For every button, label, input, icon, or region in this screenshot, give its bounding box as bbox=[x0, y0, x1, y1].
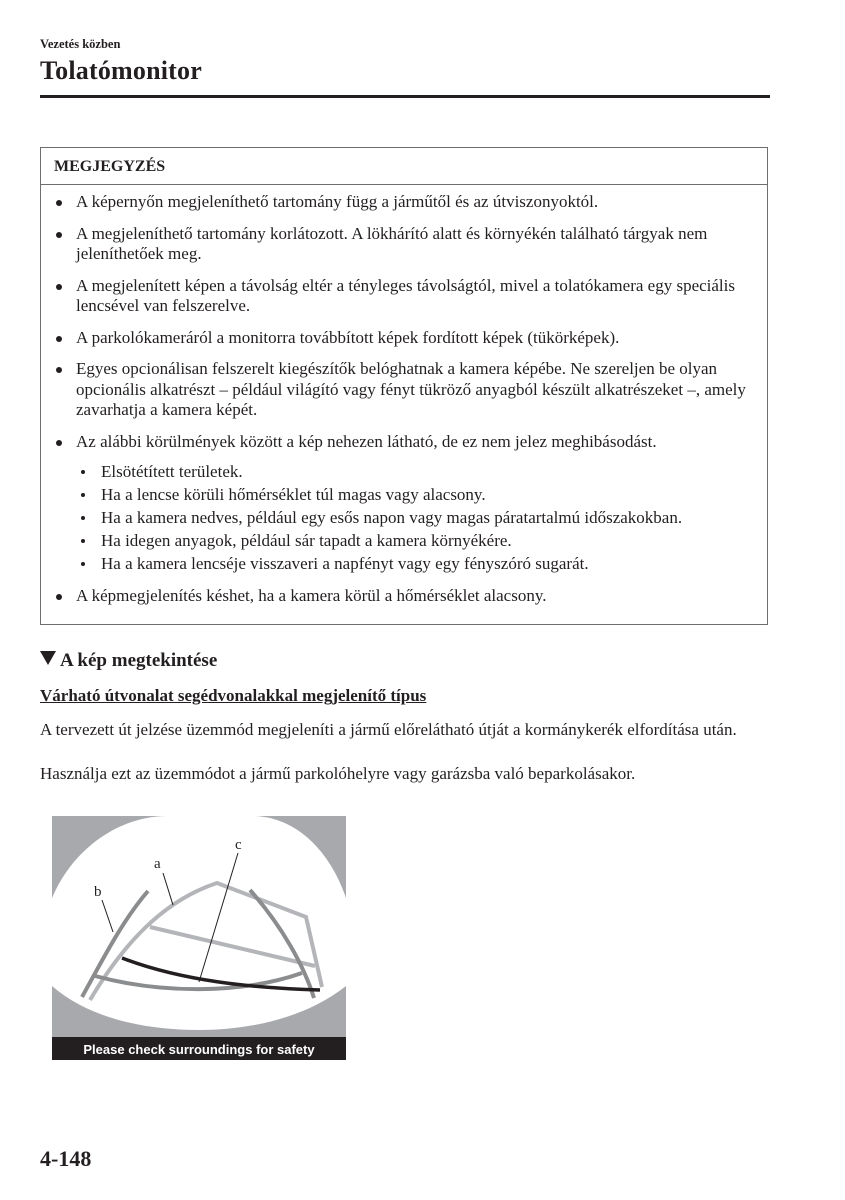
note-heading: MEGJEGYZÉS bbox=[41, 148, 767, 185]
sub-item bbox=[76, 483, 755, 506]
note-list bbox=[41, 192, 767, 618]
bullet-icon bbox=[56, 594, 62, 600]
note-item-text: A képmegjelenítés késhet, ha a kamera körül a hőmérséklet alacsony. bbox=[76, 586, 547, 605]
bullet-icon bbox=[56, 440, 62, 446]
note-box bbox=[40, 147, 768, 625]
small-bullet-icon bbox=[81, 562, 85, 566]
section-heading-text: A kép megtekintése bbox=[60, 650, 218, 671]
rear-camera-illustration bbox=[52, 816, 346, 1060]
bullet-icon bbox=[56, 200, 62, 206]
page-title: Tolatómonitor bbox=[40, 56, 202, 85]
note-item bbox=[41, 224, 767, 265]
sub-item-text: Ha a kamera lencséje visszaveri a napfényt vagy egy fényszóró sugarát. bbox=[101, 554, 589, 573]
bullet-icon bbox=[56, 232, 62, 238]
note-item-text: A képernyőn megjeleníthető tartomány függ a járműtől és az útviszonyoktól. bbox=[76, 192, 599, 211]
note-item bbox=[41, 359, 767, 421]
page-number: 4-148 bbox=[40, 1146, 92, 1171]
note-item bbox=[41, 276, 767, 317]
small-bullet-icon bbox=[81, 516, 85, 520]
note-item-text: Az alábbi körülmények között a kép nehezen látható, de ez nem jelez meghibásodást. bbox=[76, 431, 657, 451]
sub-item-text: Elsötétített területek. bbox=[101, 462, 243, 481]
note-item bbox=[41, 432, 767, 576]
body-paragraph-1: A tervezett út jelzése üzemmód megjeleníti a jármű előrelátható útját a kormánykerék elfordítása után. bbox=[40, 720, 737, 739]
sub-item-text: Ha a lencse körüli hőmérséklet túl magas vagy alacsony. bbox=[101, 485, 486, 504]
camera-screen-area bbox=[52, 816, 346, 1030]
bullet-icon bbox=[56, 284, 62, 290]
triangle-down-icon bbox=[40, 651, 56, 665]
sub-item bbox=[76, 506, 755, 529]
small-bullet-icon bbox=[81, 539, 85, 543]
section-heading bbox=[40, 650, 217, 672]
sub-item-text: Ha a kamera nedves, például egy esős napon vagy magas páratartalmú időszakokban. bbox=[101, 508, 683, 527]
note-item-text: A parkolókameráról a monitorra továbbított képek fordított képek (tükörképek). bbox=[76, 327, 620, 347]
type-heading: Várható útvonalat segédvonalakkal megjelenítő típus bbox=[40, 686, 427, 705]
section-kicker: Vezetés közben bbox=[40, 37, 121, 51]
note-item bbox=[41, 586, 767, 607]
note-item-text: Egyes opcionálisan felszerelt kiegészítők belóghatnak a kamera képébe. Ne szereljen be olyan opcionális alkatrészt – például világító vagy fényt tükröző anyagból készült alkatrészeket –, amely zavarhatja a kamera képét. bbox=[76, 359, 746, 419]
sub-item bbox=[76, 552, 755, 575]
small-bullet-icon bbox=[81, 470, 85, 474]
note-item bbox=[41, 328, 767, 349]
note-item-text: A megjeleníthető tartomány korlátozott. A lökhárító alatt és környékén található tárgyak nem jeleníthetőek meg. bbox=[76, 223, 708, 263]
small-bullet-icon bbox=[81, 493, 85, 497]
sub-item bbox=[76, 529, 755, 552]
sub-list bbox=[76, 460, 755, 575]
sub-item bbox=[76, 460, 755, 483]
label-a: a bbox=[154, 856, 161, 872]
sub-item-text: Ha idegen anyagok, például sár tapadt a kamera környékére. bbox=[101, 531, 512, 550]
bullet-icon bbox=[56, 336, 62, 342]
safety-banner-text: Please check surroundings for safety bbox=[83, 1042, 315, 1057]
note-item-text: A megjelenített képen a távolság eltér a tényleges távolságtól, mivel a tolatókamera egy speciális lencsével van felszerelve. bbox=[76, 275, 735, 315]
bullet-icon bbox=[56, 367, 62, 373]
label-b: b bbox=[94, 884, 102, 900]
label-c: c bbox=[235, 837, 242, 853]
body-paragraph-2: Használja ezt az üzemmódot a jármű parkolóhelyre vagy garázsba való beparkolásakor. bbox=[40, 764, 636, 783]
title-rule bbox=[40, 95, 770, 98]
note-item bbox=[41, 192, 767, 213]
